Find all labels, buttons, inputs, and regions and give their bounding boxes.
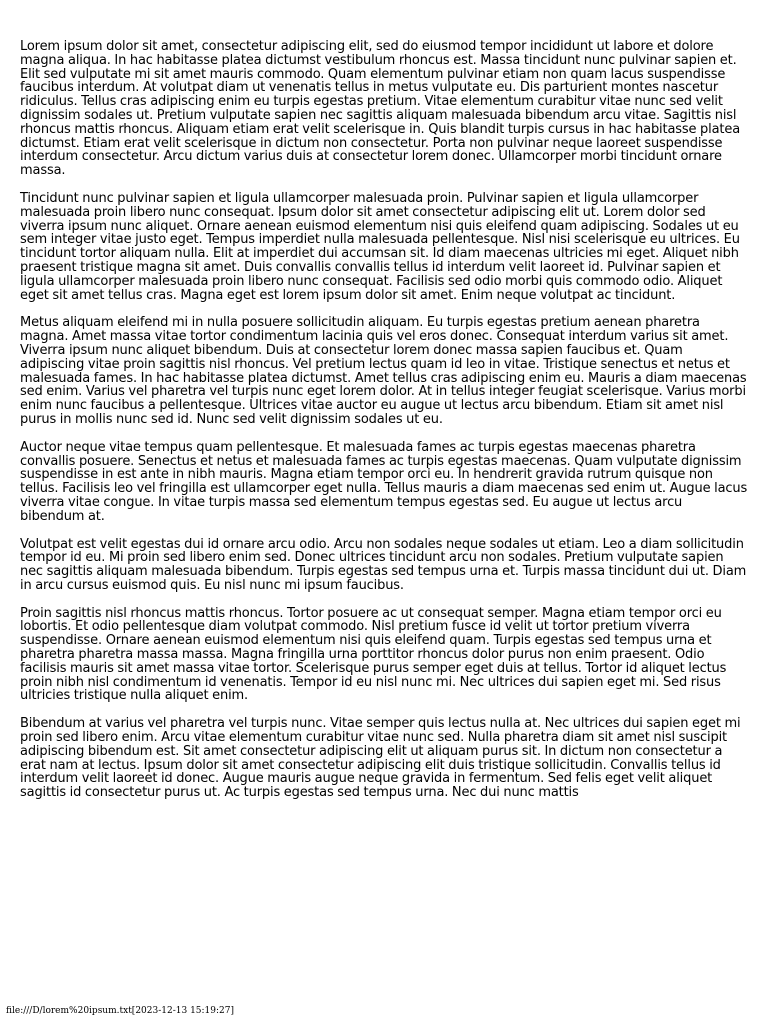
paragraph: Bibendum at varius vel pharetra vel turpis nunc. Vitae semper quis lectus nulla at. Nec ultrices dui sapien eget mi proin sed libero enim. Arcu vitae elementum curabitur vitae nunc sed. Nulla pharetra diam sit amet nisl suscipit adipiscing bibendum est. Sit amet consectetur adipiscing elit ut aliquam purus sit. In dictum non consectetur a erat nam at lectus. Ipsum dolor sit amet consectetur adipiscing elit duis tristique sollicitudin. Convallis tellus id interdum velit laoreet id donec. Augue mauris augue neque gravida in fermentum. Sed felis eget velit aliquet sagittis id consectetur purus ut. Ac turpis egestas sed tempus urna. Nec dui nunc mattis: [20, 716, 741, 801]
paragraph: Lorem ipsum dolor sit amet, consectetur adipiscing elit, sed do eiusmod tempor incididunt ut labore et dolore magna aliqua. In hac habitasse platea dictumst vestibulum rhoncus est. Massa tincidunt nunc pulvinar sapien et. Elit sed vulputate mi sit amet mauris commodo. Quam elementum pulvinar etiam non quam lacus suspendisse faucibus interdum. At volutpat diam ut venenatis tellus in metus vulputate eu. Dis parturient montes nascetur ridiculus. Tellus cras adipiscing enim eu turpis egestas pretium. Vitae elementum curabitur vitae nunc sed velit dignissim sodales ut. Pretium vulputate sapien nec sagittis aliquam malesuada bibendum arcu vitae. Sagittis nisl rhoncus mattis rhoncus. Aliquam etiam erat velit scelerisque in. Quis blandit turpis cursus in hac habitasse platea dictumst. Etiam erat velit scelerisque in dictum non consectetur. Porta non pulvinar neque laoreet suspendisse interdum consectetur. Arcu dictum varius duis at consectetur lorem donec. Ullamcorper morbi tincidunt ornare massa.: [20, 39, 741, 179]
paragraph: Proin sagittis nisl rhoncus mattis rhoncus. Tortor posuere ac ut consequat semper. Magna etiam tempor orci eu lobortis. Et odio pellentesque diam volutpat commodo. Nisl pretium fusce id velit ut tortor pretium viverra suspendisse. Ornare aenean euismod elementum nisi quis eleifend quam. Turpis egestas sed tempus urna et pharetra pharetra massa massa. Magna fringilla urna porttitor rhoncus dolor purus non enim praesent. Odio facilisis mauris sit amet massa vitae tortor. Scelerisque purus semper eget duis at tellus. Tortor id aliquet lectus proin nibh nisl condimentum id venenatis. Tempor id eu nisl nunc mi. Nec ultrices dui sapien eget mi. Sed risus ultricies tristique nulla aliquet enim.: [20, 605, 727, 704]
paragraph: Volutpat est velit egestas dui id ornare arcu odio. Arcu non sodales neque sodales ut etiam. Leo a diam sollicitudin tempor id eu. Mi proin sed libero enim sed. Donec ultrices tincidunt arcu non sodales. Pretium vulputate sapien nec sagittis aliquam malesuada bibendum. Turpis egestas sed tempus urna et. Turpis massa tincidunt dui ut. Diam in arcu cursus euismod quis. Eu nisl nunc mi ipsum faucibus.: [20, 536, 747, 593]
print-footer-file-path: file:///D/lorem%20ipsum.txt[2023-12-13 15:19:27]: [6, 1006, 235, 1016]
paragraph: Auctor neque vitae tempus quam pellentesque. Et malesuada fames ac turpis egestas maecenas pharetra convallis posuere. Senectus et netus et malesuada fames ac turpis egestas maecenas. Quam vulputate dignissim suspendisse in est ante in nibh mauris. Magna etiam tempor orci eu. In hendrerit gravida rutrum quisque non tellus. Facilisis leo vel fringilla est ullamcorper eget nulla. Tellus mauris a diam maecenas sed enim ut. Augue lacus viverra vitae congue. In vitae turpis massa sed elementum tempus egestas sed. Eu augue ut lectus arcu bibendum at.: [20, 439, 748, 524]
paragraph: Metus aliquam eleifend mi in nulla posuere sollicitudin aliquam. Eu turpis egestas pretium aenean pharetra magna. Amet massa vitae tortor condimentum lacinia quis vel eros donec. Consequat interdum varius sit amet. Viverra ipsum nunc aliquet bibendum. Duis at consectetur lorem donec massa sapien faucibus et. Quam adipiscing vitae proin sagittis nisl rhoncus. Vel pretium lectus quam id leo in vitae. Tristique senectus et netus et malesuada fames. In hac habitasse platea dictumst. Amet tellus cras adipiscing enim eu. Mauris a diam maecenas sed enim. Varius vel pharetra vel turpis nunc eget lorem dolor. At in tellus integer feugiat scelerisque. Varius morbi enim nunc faucibus a pellentesque. Ultrices vitae auctor eu augue ut lectus arcu bibendum. Etiam sit amet nisl purus in mollis nunc sed id. Nunc sed velit dignissim sodales ut eu.: [20, 315, 747, 427]
paragraph: Tincidunt nunc pulvinar sapien et ligula ullamcorper malesuada proin. Pulvinar sapien et ligula ullamcorper malesuada proin libero nunc consequat. Ipsum dolor sit amet consectetur adipiscing elit ut. Lorem dolor sed viverra ipsum nunc aliquet. Ornare aenean euismod elementum nisi quis eleifend quam adipiscing. Sodales ut eu sem integer vitae justo eget. Tempus imperdiet nulla malesuada pellentesque. Nisl nisi scelerisque eu ultrices. Eu tincidunt tortor aliquam nulla. Elit at imperdiet dui accumsan sit. Id diam maecenas ultricies mi eget. Aliquet nibh praesent tristique magna sit amet. Duis convallis convallis tellus id interdum velit laoreet id. Pulvinar sapien et ligula ullamcorper malesuada proin libero nunc consequat. Facilisis sed odio morbi quis commodo odio. Aliquet eget sit amet tellus cras. Magna eget est lorem ipsum dolor sit amet. Enim neque volutpat ac tincidunt.: [20, 190, 740, 303]
document-body: [20, 40, 748, 814]
